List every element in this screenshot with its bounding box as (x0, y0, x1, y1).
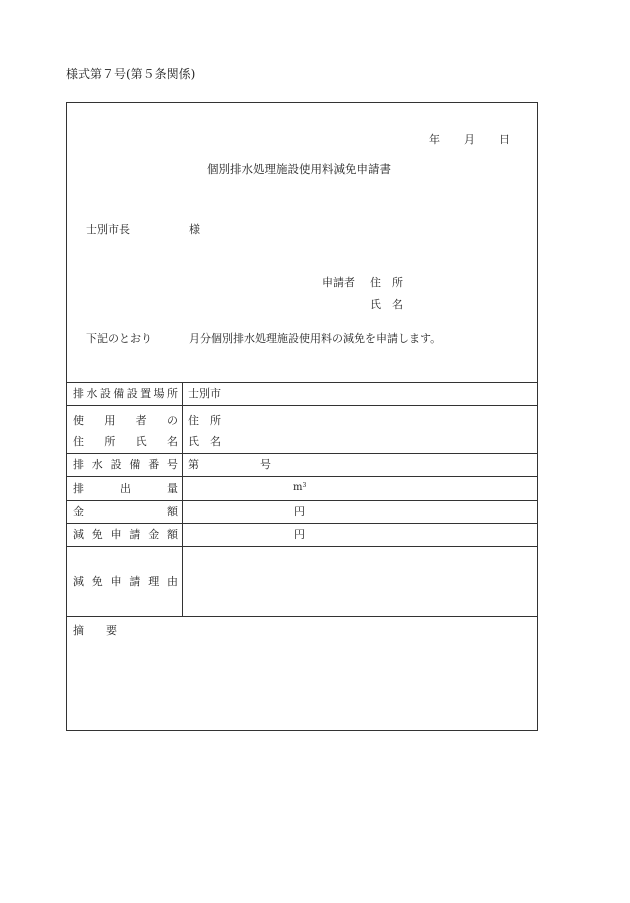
rule-row-2 (67, 453, 537, 454)
reduction-amount-unit: 円 (294, 528, 305, 541)
date-year: 年 (429, 133, 440, 146)
reduction-amount-label: 減 免 申 請 金 額 (73, 528, 178, 541)
rule-row-1 (67, 405, 537, 406)
date-month: 月 (464, 133, 475, 146)
addressee-honorific: 様 (189, 223, 200, 236)
applicant-address-label: 住 所 (370, 276, 403, 289)
user-address-label: 住 所 (188, 414, 221, 427)
remarks-label: 摘 要 (73, 624, 117, 637)
application-form (66, 102, 538, 731)
addressee-name: 士別市長 (86, 223, 130, 236)
label-column-divider (182, 382, 183, 616)
location-value: 士別市 (188, 387, 221, 400)
user-name-label: 氏 名 (188, 435, 221, 448)
amount-unit: 円 (294, 505, 305, 518)
equipment-number-label: 排 水 設 備 番 号 (73, 458, 178, 471)
rule-header-bottom (67, 382, 537, 383)
discharge-label: 排 出 量 (73, 482, 178, 495)
user-label-line1: 使 用 者 の (73, 414, 178, 427)
form-number: 様式第７号(第５条関係) (66, 67, 196, 81)
rule-row-4 (67, 500, 537, 501)
equipment-number-suffix: 号 (260, 458, 271, 471)
rule-row-6 (67, 546, 537, 547)
statement-prefix: 下記のとおり (86, 332, 152, 345)
applicant-name-label: 氏 名 (370, 298, 403, 311)
amount-label: 金 額 (73, 505, 178, 518)
discharge-unit: $m^3$ (293, 482, 307, 493)
user-label-line2: 住 所 氏 名 (73, 435, 178, 448)
rule-row-5 (67, 523, 537, 524)
reduction-reason-label: 減 免 申 請 理 由 (73, 575, 178, 588)
location-label: 排 水 設 備 設 置 場 所 (73, 387, 178, 400)
rule-row-3 (67, 476, 537, 477)
applicant-label: 申請者 (322, 276, 355, 289)
date-day: 日 (499, 133, 510, 146)
rule-row-7 (67, 616, 537, 617)
equipment-number-prefix: 第 (188, 458, 199, 471)
statement-body: 月分個別排水処理施設使用料の減免を申請します。 (189, 332, 442, 345)
form-title: 個別排水処理施設使用料減免申請書 (207, 162, 391, 176)
